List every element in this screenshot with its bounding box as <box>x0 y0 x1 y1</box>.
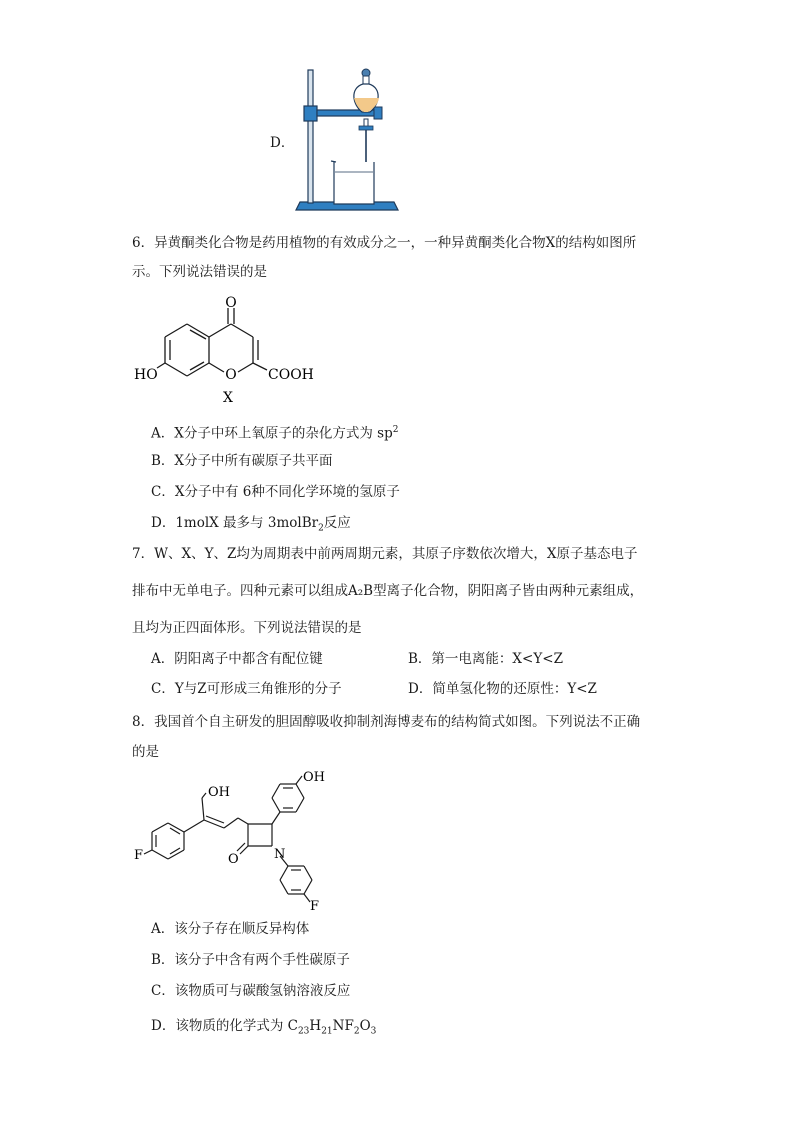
ring-o-label: O <box>225 367 237 383</box>
q8-stem-line-2: 的是 <box>132 744 159 760</box>
q6-option-b: B．X分子中所有碳原子共平面 <box>151 453 333 469</box>
q8-option-d: D．该物质的化学式为 $C_{23}H_{21}NF_2O_3$ <box>151 1018 377 1037</box>
q8-option-a: A．该分子存在顺反异构体 <box>151 921 310 937</box>
q7-option-d: D．简单氢化物的还原性：Y<Z <box>408 681 597 697</box>
f-left-label: F <box>134 848 144 863</box>
q7-stem-line-2: 排布中无单电子。四种元素可以组成A₂B型离子化合物，阴阳离子皆由两种元素组成， <box>132 583 644 599</box>
q6-stem-line-1: 6．异黄酮类化合物是药用植物的有效成分之一，一种异黄酮类化合物X的结构如图所 <box>132 235 637 251</box>
ho-label: HO <box>134 367 158 383</box>
n-label: N <box>274 847 286 862</box>
q7-option-a: A．阴阳离子中都含有配位键 <box>151 651 323 667</box>
q7-stem-line-3: 且均为正四面体形。下列说法错误的是 <box>132 620 362 636</box>
q6-stem-line-2: 示。下列说法错误的是 <box>132 264 267 280</box>
carbonyl-o-label: O <box>225 295 237 311</box>
q6-option-a: A．X分子中环上氧原子的杂化方式为 $sp^2$ <box>151 425 399 442</box>
oh-right-label: OH <box>303 770 325 785</box>
hybutimibe-structure <box>130 768 350 910</box>
q5-option-d-label: D． <box>270 135 295 151</box>
q6-option-d: D．1molX 最多与 3molBr$_2$反应 <box>151 515 351 534</box>
q8-stem-line-1: 8．我国首个自主研发的胆固醇吸收抑制剂海博麦布的结构简式如图。下列说法不正确 <box>132 714 641 730</box>
q7-option-c: C．Y与Z可形成三角锥形的分子 <box>151 681 342 697</box>
lab-apparatus-figure <box>290 62 402 220</box>
f-bottom-label: F <box>310 899 320 910</box>
isoflavone-structure-x <box>130 294 330 406</box>
compound-x-caption: X <box>223 390 233 406</box>
q7-stem-line-1: 7．W、X、Y、Z均为周期表中前两周期元素，其原子序数依次增大，X原子基态电子 <box>132 546 638 562</box>
lactam-o-label: O <box>228 852 239 867</box>
q7-option-b: B．第一电离能：X<Y<Z <box>408 651 563 667</box>
cooh-label: COOH <box>268 367 314 383</box>
oh-top-label: OH <box>208 785 230 800</box>
q6-option-c: C．X分子中有 6种不同化学环境的氢原子 <box>151 484 400 500</box>
q8-option-c: C．该物质可与碳酸氢钠溶液反应 <box>151 983 351 999</box>
q8-option-b: B．该分子中含有两个手性碳原子 <box>151 952 350 968</box>
